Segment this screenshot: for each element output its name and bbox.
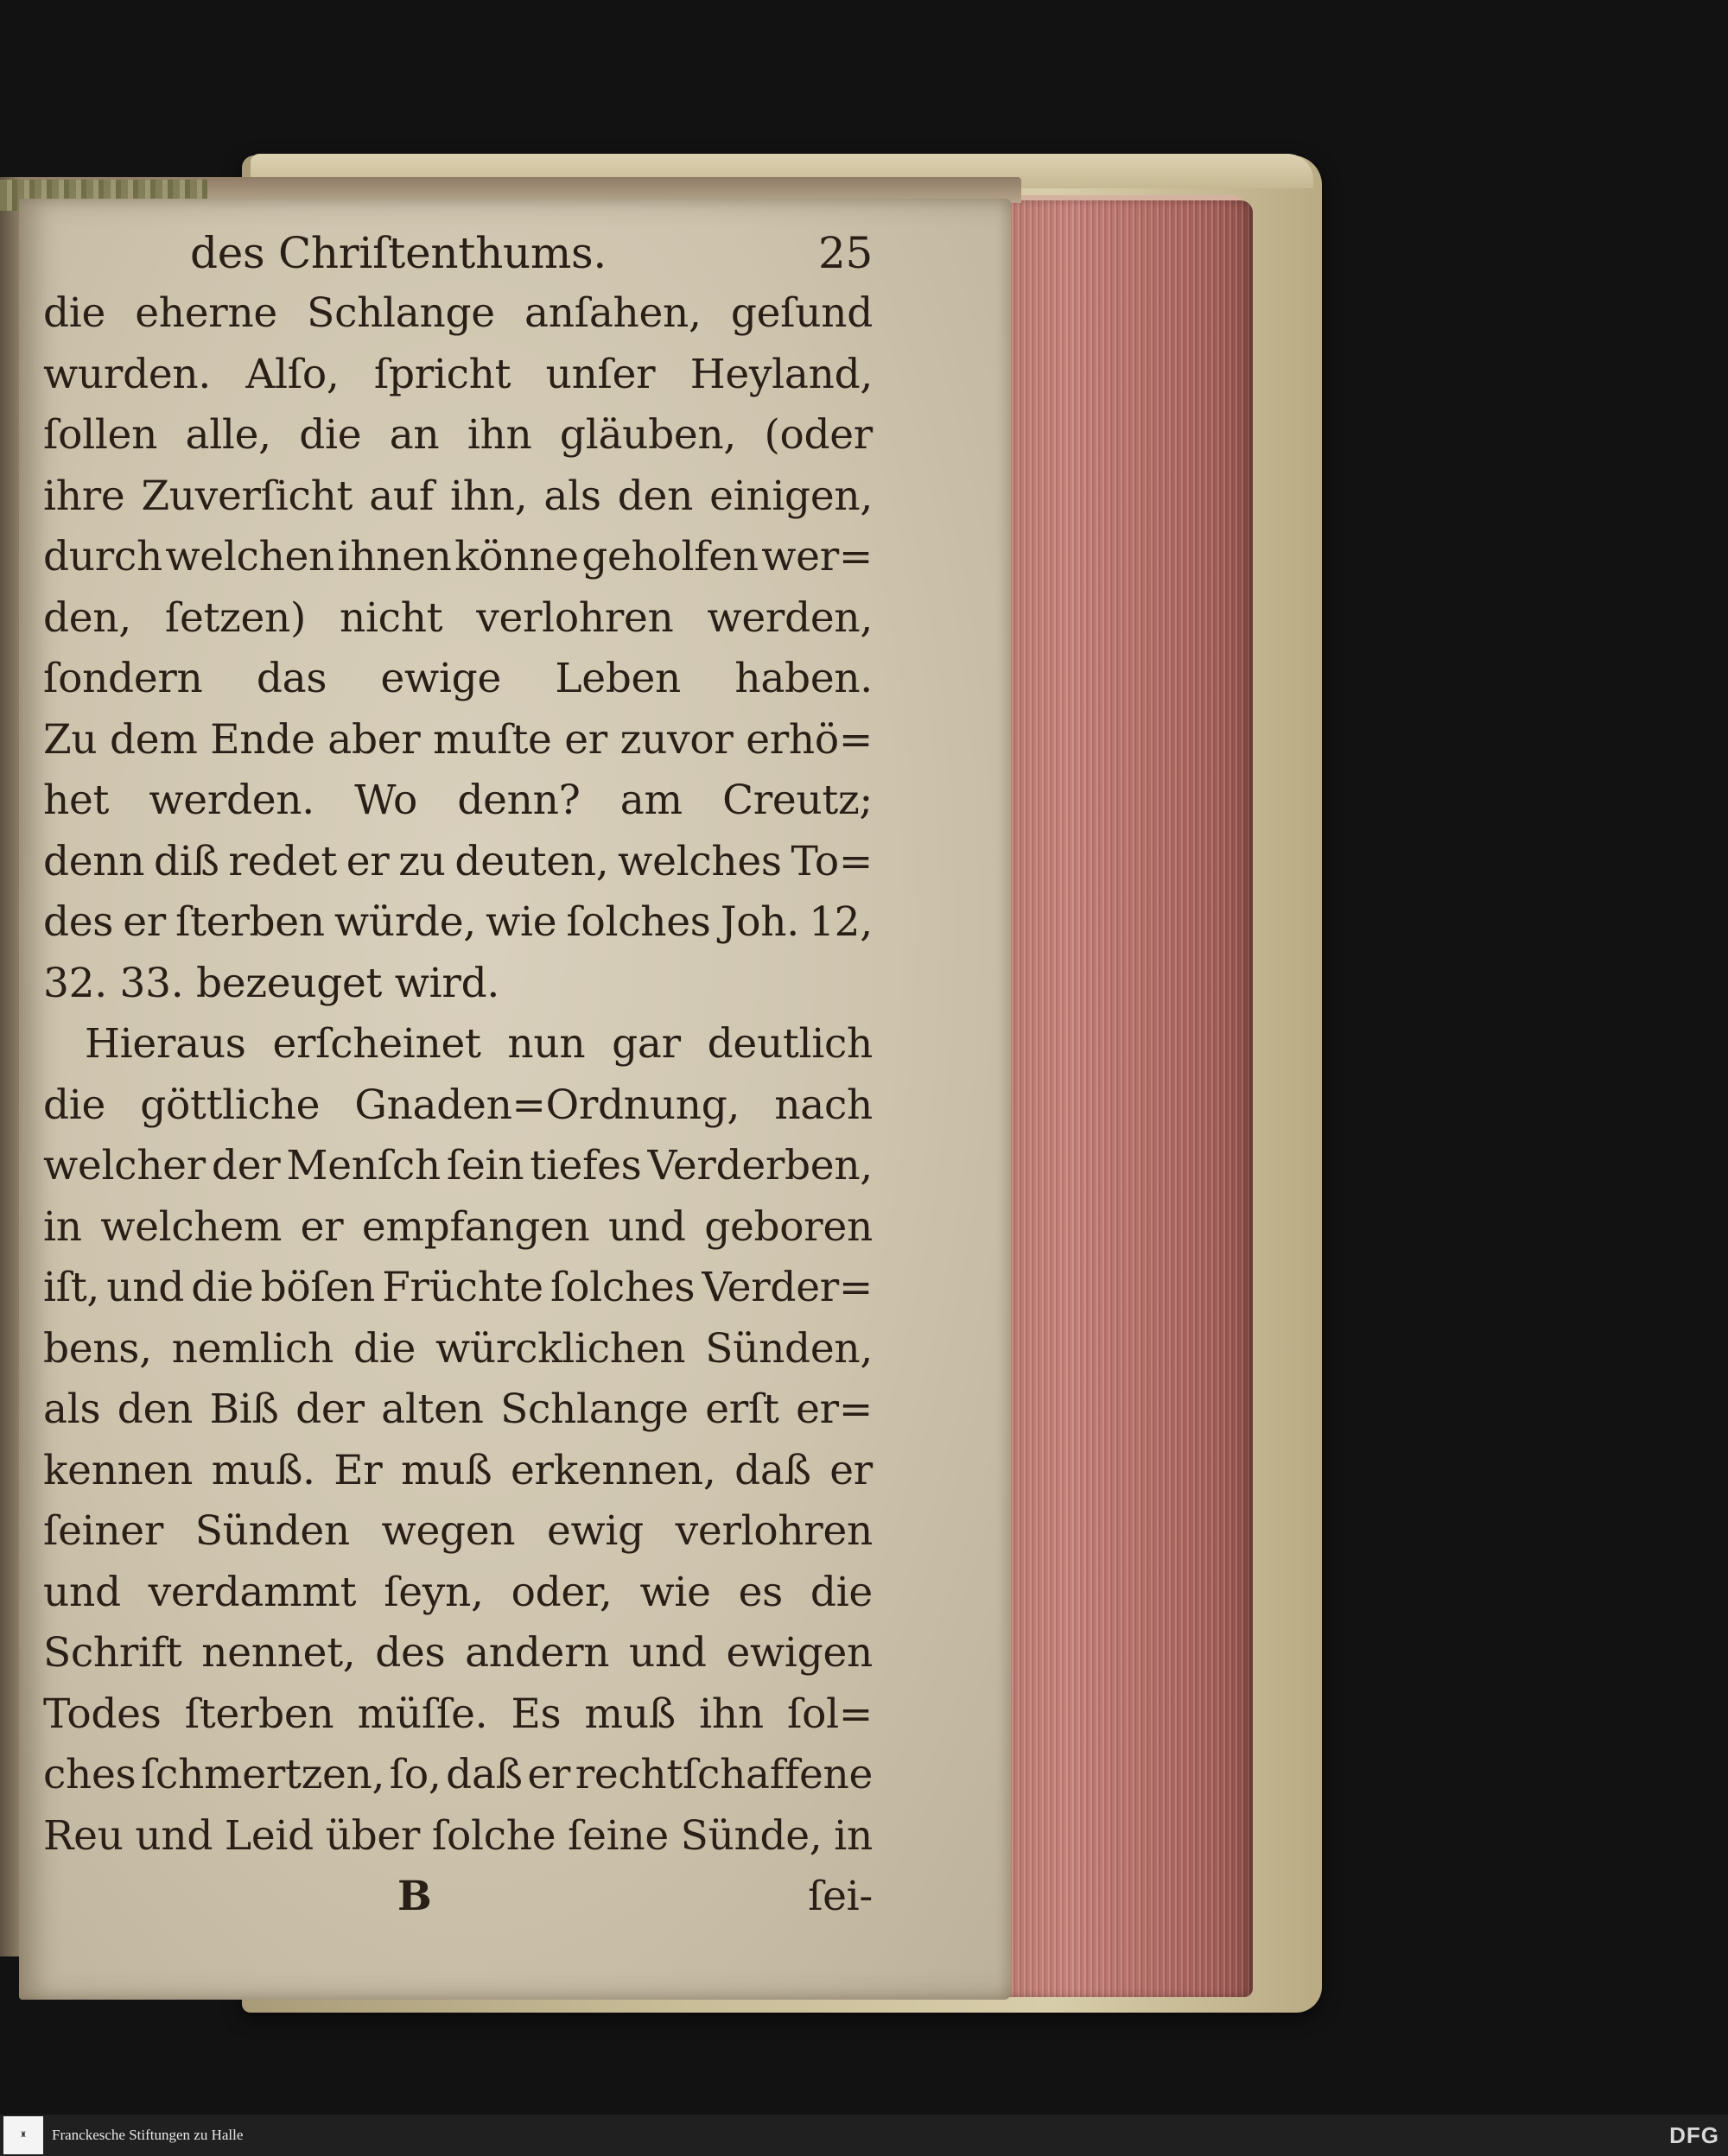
text-line: wurden. Alſo, ſpricht unſer Heyland, [43,350,873,398]
page-footer-line [43,1867,873,1927]
institution-name: Franckesche Stiftungen zu Halle [52,2127,244,2143]
text-line: ſondern das ewige Leben haben. [43,655,873,702]
text-line: Schrift nennet, des andern und ewigen [43,1629,873,1677]
text-line: ſeiner Sünden wegen ewig verlohren [43,1507,873,1555]
text-line: iſt, und die böſen Früchte ſolches Verder= [43,1264,873,1311]
text-line: durch welchen ihnen könne geholfen wer= [43,533,873,580]
text-line: het werden. Wo denn? am Creutz; [43,777,873,824]
text-line: bens, nemlich die würcklichen Sünden, [43,1324,873,1373]
text-line: 32. 33. bezeuget wird. [43,959,500,1007]
text-line: Zu dem Ende aber muſte er zuvor erhö= [43,715,873,764]
institution-logo: ♜ [3,2116,43,2154]
viewer-footer [0,2115,1728,2156]
catchword: ſei- [808,1873,873,1920]
running-title: des Chriſtenthums. [190,228,607,278]
text-line: kennen muß. Er muß erkennen, daß er [43,1446,873,1494]
text-line: denn diß redet er zu deuten, welches To= [43,837,873,885]
page-number: 25 [817,228,873,278]
text-line: ihre Zuverſicht auf ihn, als den einigen, [43,472,873,520]
text-line: die eherne Schlange anſahen, geſund [43,289,873,337]
text-line: den, ſetzen) nicht verlohren werden, [43,593,873,642]
text-line: ches ſchmertzen, ſo, daß er rechtſchaffene [43,1751,873,1798]
text-line: Reu und Leid über ſolche ſeine Sünde, in [43,1811,873,1860]
text-line: als den Biß der alten Schlange erſt er= [43,1386,873,1433]
page-header [43,223,873,283]
text-line: des er ſterben würde, wie ſolches Joh. 12, [43,898,873,946]
dfg-logo: DFG [1669,2121,1719,2148]
text-line: und verdammt ſeyn, oder, wie es die [43,1568,873,1616]
text-line: welcher der Menſch ſein tiefes Verderben, [43,1142,873,1189]
text-lines [43,283,873,1867]
text-line: in welchem er empfangen und geboren [43,1202,873,1251]
text-line: Todes ſterben müſſe. Es muß ihn ſol= [43,1690,873,1738]
red-fore-edge [994,200,1253,1997]
page-text-block [43,223,873,1927]
text-line: ſollen alle, die an ihn gläuben, (oder [43,411,873,459]
text-line: Hieraus erſcheinet nun gar deutlich [85,1020,873,1068]
text-line: die göttliche Gnaden=Ordnung, nach [43,1081,873,1129]
signature-mark: B [397,1873,432,1920]
